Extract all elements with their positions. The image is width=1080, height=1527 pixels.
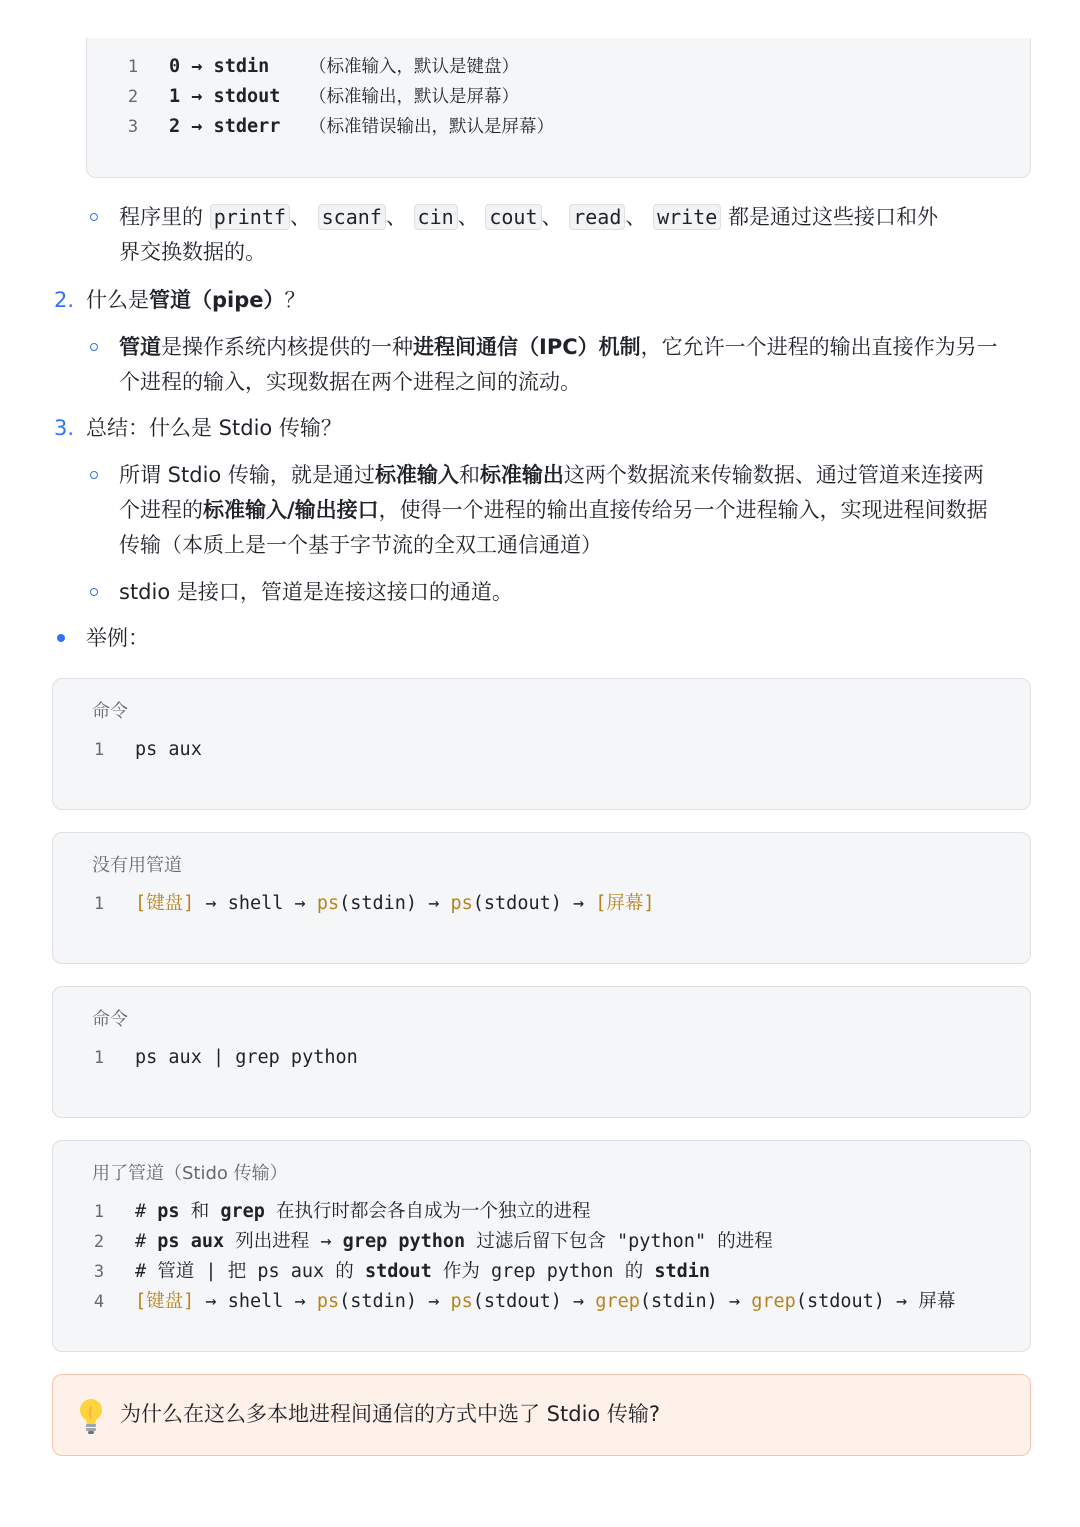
- code-token: [屏幕]: [595, 893, 655, 914]
- stdio-definition-line1: [119, 458, 984, 493]
- callout-box: [52, 1374, 1031, 1456]
- text-span: ，使得一个进程的输出直接传给另一个进程输入，实现进程间数据: [378, 498, 988, 522]
- separator: 、: [289, 205, 311, 229]
- code-token: grep: [220, 1201, 265, 1222]
- line-number: 1: [93, 1048, 105, 1068]
- hollow-bullet: [90, 213, 98, 221]
- text-span: 是操作系统内核提供的一种: [161, 335, 413, 359]
- code-token: ps: [316, 893, 340, 914]
- code-line: [87, 112, 1030, 142]
- line-number: 3: [127, 117, 139, 137]
- funcs-paragraph-line2: 界交换数据的。: [119, 240, 266, 264]
- code-block-title: 命令: [92, 701, 128, 722]
- line-number: 2: [127, 87, 139, 107]
- inline-code: read: [569, 204, 625, 230]
- code-line: [87, 52, 1030, 82]
- line-number: 2: [93, 1232, 105, 1252]
- separator: 、: [385, 205, 407, 229]
- code-text: [135, 889, 655, 919]
- list-number: 2.: [54, 288, 75, 312]
- text-span: ？: [284, 288, 306, 312]
- code-block-command: [52, 678, 1031, 810]
- code-comment: （标准错误输出，默认是屏幕）: [309, 117, 554, 137]
- code-token: #: [135, 1201, 158, 1222]
- inline-code: write: [653, 204, 721, 230]
- hollow-bullet: [90, 588, 98, 596]
- code-block-with-pipe: [52, 1140, 1031, 1352]
- code-text: [135, 1227, 773, 1257]
- code-text: [135, 1197, 591, 1227]
- text-span: 和: [458, 463, 480, 487]
- bold-text: 进程间通信（IPC）机制: [413, 335, 641, 359]
- stdio-summary: stdio 是接口，管道是连接这接口的通道。: [119, 580, 513, 604]
- text-span: 个进程的: [119, 498, 203, 522]
- line-number: 1: [93, 894, 105, 914]
- code-block-no-pipe: [52, 832, 1031, 964]
- solid-bullet: [57, 634, 65, 642]
- code-block-title: 没有用管道: [92, 855, 182, 876]
- code-text: 1 → stdout: [169, 86, 281, 107]
- code-token: ps: [157, 1201, 180, 1222]
- separator: 、: [541, 205, 563, 229]
- pipe-definition: [119, 330, 998, 365]
- bold-text: 管道（pipe）: [149, 288, 285, 312]
- code-token: → shell →: [194, 1291, 317, 1312]
- text-span: 都是通过这些接口和外: [727, 205, 938, 229]
- code-token: grep python: [342, 1231, 466, 1252]
- separator: 、: [625, 205, 647, 229]
- code-text: ps aux: [135, 739, 202, 760]
- code-text: 2 → stderr: [169, 116, 281, 137]
- code-token: 列出进程 →: [224, 1231, 343, 1252]
- text-span: 这两个数据流来传输数据、通过管道来连接两: [563, 463, 984, 487]
- code-block-title: 命令: [92, 1009, 128, 1030]
- item3-heading: 总结：什么是 Stdio 传输？: [86, 416, 342, 440]
- code-token: (stdin) →: [639, 1291, 752, 1312]
- code-line: [53, 1197, 1030, 1227]
- bold-text: 标准输出: [479, 463, 564, 487]
- code-token: 在执行时都会各自成为一个独立的进程: [264, 1201, 591, 1222]
- code-token: grep: [751, 1291, 796, 1312]
- code-line: [53, 1287, 1030, 1317]
- hollow-bullet: [90, 471, 98, 479]
- code-token: → shell →: [194, 893, 317, 914]
- line-number: 1: [93, 740, 105, 760]
- text-span: 什么是: [86, 288, 149, 312]
- code-line: [53, 735, 1030, 765]
- code-token: 作为 grep python 的: [431, 1261, 655, 1282]
- code-token: stdout: [364, 1261, 432, 1282]
- callout-text: 为什么在这么多本地进程间通信的方式中选了 Stdio 传输?: [120, 1402, 661, 1426]
- stdio-definition-line2: [119, 493, 988, 528]
- inline-code: cin: [414, 204, 458, 230]
- code-token: #: [135, 1231, 158, 1252]
- code-text: ps aux | grep python: [135, 1047, 358, 1068]
- code-token: ps: [450, 893, 473, 914]
- line-number: 3: [93, 1262, 105, 1282]
- code-token: ps: [316, 1291, 340, 1312]
- code-token: (stdin) →: [339, 1291, 451, 1312]
- inline-code: scanf: [318, 204, 386, 230]
- stdio-definition-line3: 传输（本质上是一个基于字节流的全双工通信通道）: [119, 533, 602, 557]
- code-text: 0 → stdin: [169, 56, 270, 77]
- line-number: 1: [93, 1202, 105, 1222]
- example-label: 举例：: [86, 626, 149, 650]
- text-span: ，它允许一个进程的输出直接作为另一: [640, 335, 998, 359]
- code-token: ps: [450, 1291, 473, 1312]
- code-token: stdin: [654, 1261, 711, 1282]
- bold-text: 标准输入: [374, 463, 459, 487]
- code-block-title: 用了管道（Stido 传输）: [92, 1163, 288, 1184]
- code-line: [53, 889, 1030, 919]
- pipe-definition-line2: 个进程的输入，实现数据在两个进程之间的流动。: [119, 370, 581, 394]
- list-number: 3.: [54, 416, 75, 440]
- code-token: grep: [595, 1291, 640, 1312]
- text-span: 程序里的: [119, 205, 203, 229]
- code-token: 和: [179, 1201, 221, 1222]
- inline-code: cout: [485, 204, 541, 230]
- line-number: 1: [127, 57, 139, 77]
- lightbulb-icon: [77, 1397, 105, 1435]
- code-comment: （标准输出，默认是屏幕）: [309, 87, 519, 107]
- code-token: 过滤后留下包含 "python" 的进程: [465, 1231, 773, 1252]
- code-token: [键盘]: [135, 1291, 195, 1312]
- code-text: [135, 1287, 955, 1317]
- code-line: [53, 1257, 1030, 1287]
- code-token: (stdout) → 屏幕: [795, 1291, 956, 1312]
- code-block-command-pipe: [52, 986, 1031, 1118]
- code-text: [135, 1257, 710, 1287]
- separator: 、: [457, 205, 479, 229]
- code-line: [53, 1043, 1030, 1073]
- fd-code-block: [86, 38, 1031, 178]
- bold-text: 标准输入/输出接口: [203, 498, 379, 522]
- code-token: (stdout) →: [472, 1291, 596, 1312]
- code-line: [87, 82, 1030, 112]
- code-token: (stdout) →: [472, 893, 596, 914]
- hollow-bullet: [90, 343, 98, 351]
- funcs-paragraph: [119, 200, 1019, 235]
- code-token: [键盘]: [135, 893, 195, 914]
- line-number: 4: [93, 1292, 105, 1312]
- item2-heading: [86, 283, 306, 318]
- bold-text: 管道: [119, 335, 161, 359]
- code-token: (stdin) →: [339, 893, 451, 914]
- code-comment: （标准输入，默认是键盘）: [309, 57, 519, 77]
- code-line: [53, 1227, 1030, 1257]
- inline-code: printf: [210, 204, 290, 230]
- code-token: # 管道 | 把 ps aux 的: [135, 1261, 365, 1282]
- text-span: 所谓 Stdio 传输，就是通过: [119, 463, 375, 487]
- code-token: ps aux: [157, 1231, 225, 1252]
